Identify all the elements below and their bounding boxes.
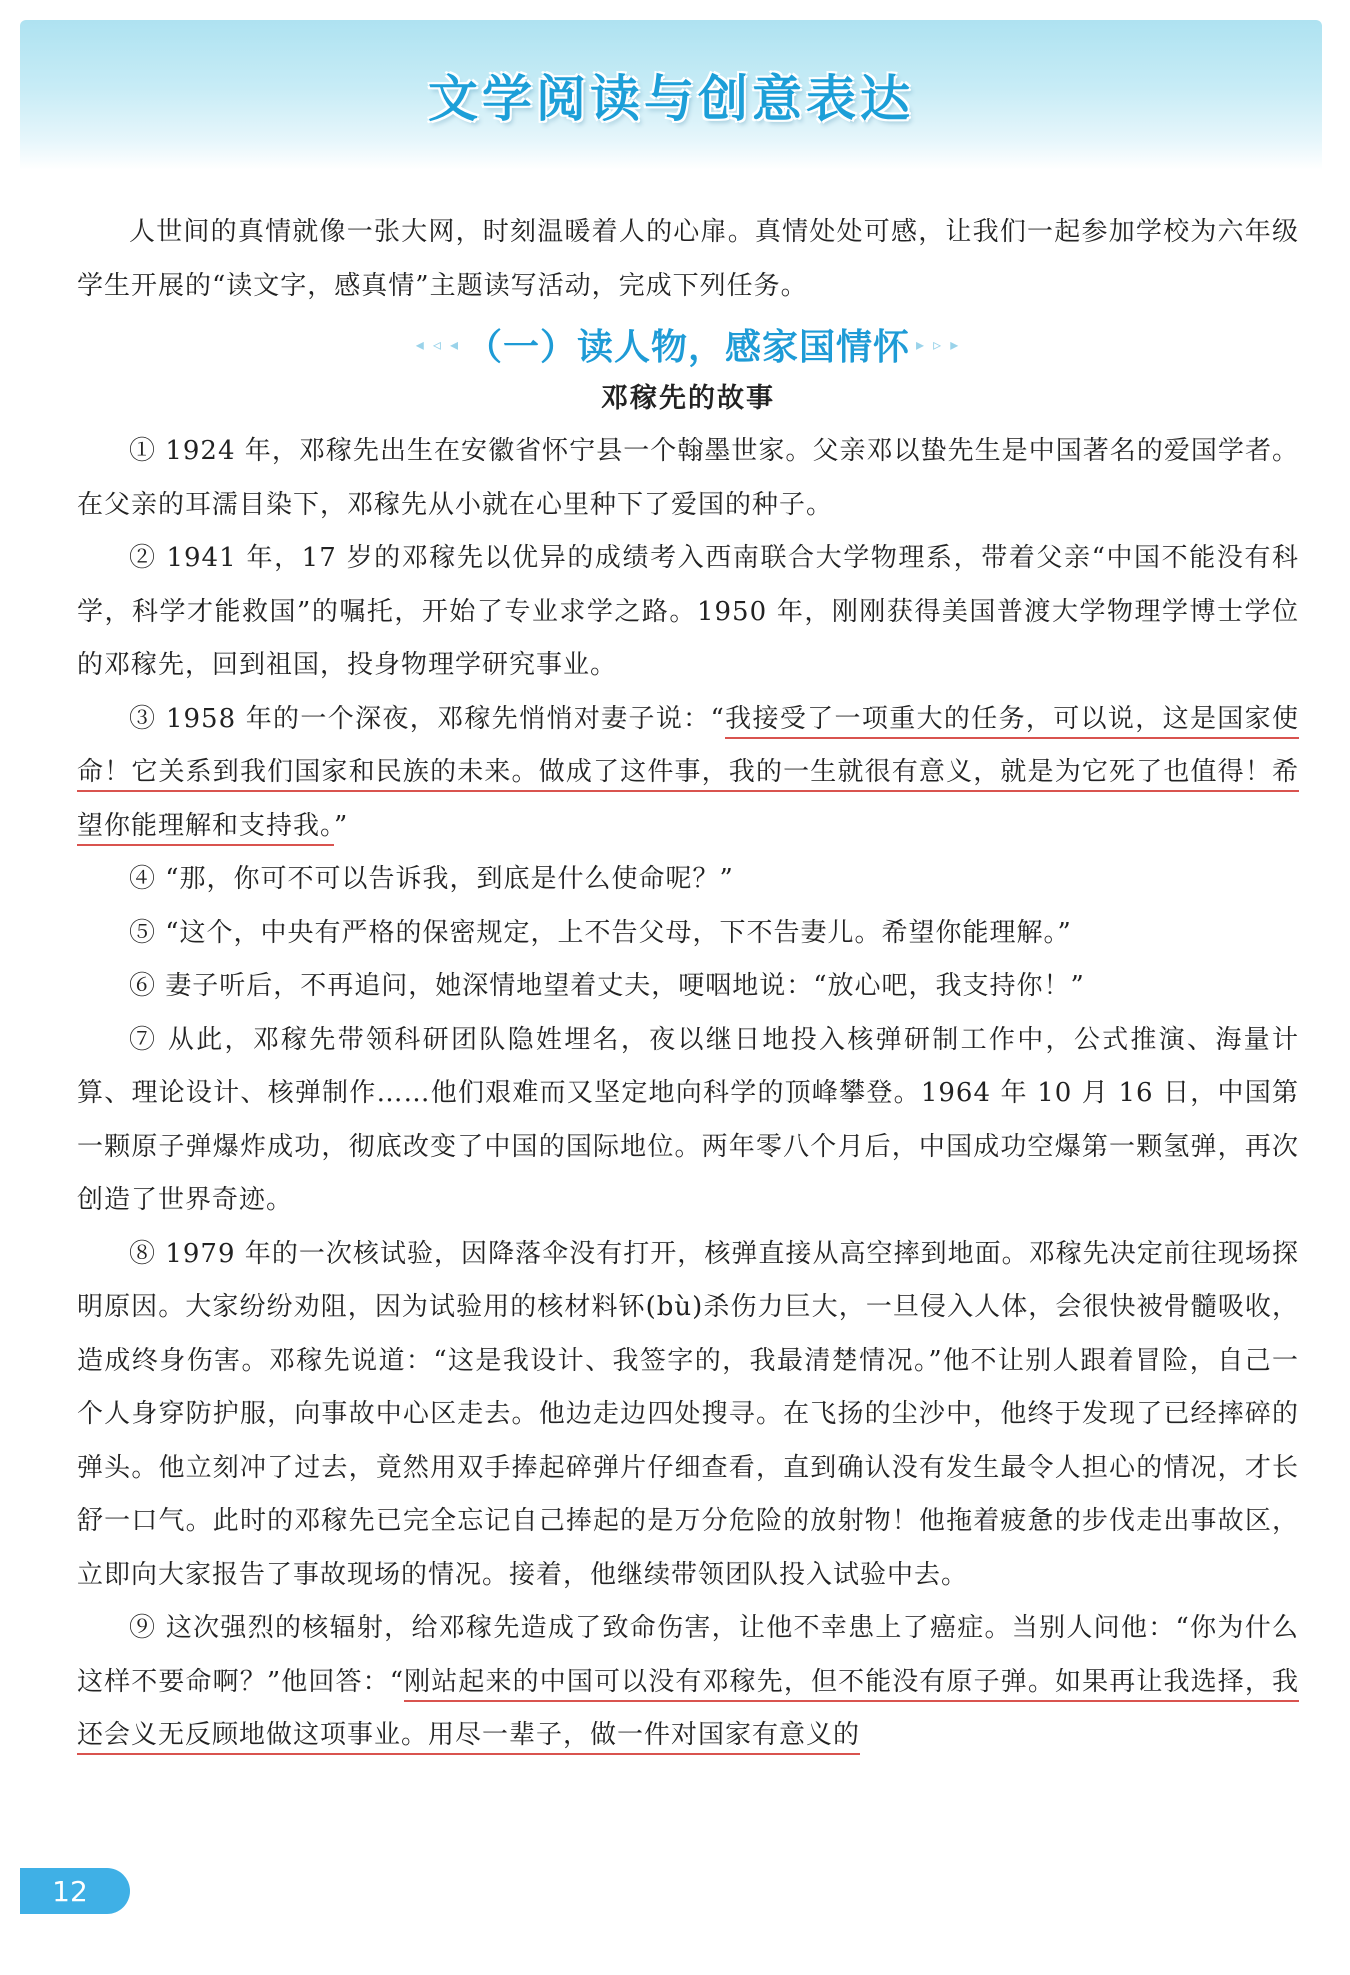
section-label: （一）读人物，感家国情怀 xyxy=(465,326,910,368)
paragraph-4: ④ “那，你可不可以告诉我，到底是什么使命呢？” xyxy=(129,864,734,894)
page-title: 文学阅读与创意表达 xyxy=(428,70,914,128)
article-body xyxy=(77,206,1299,1763)
intro-paragraph: 人世间的真情就像一张大网，时刻温暖着人的心扉。真情处处可感，让我们一起参加学校为六年级学生开展的“读文字，感真情”主题读写活动，完成下列任务。 xyxy=(77,217,1299,301)
paragraph-1: ① 1924 年，邓稼先出生在安徽省怀宁县一个翰墨世家。父亲邓以蛰先生是中国著名的爱国学者。在父亲的耳濡目染下，邓稼先从小就在心里种下了爱国的种子。 xyxy=(77,436,1299,520)
paragraph-5: ⑤ “这个，中央有严格的保密规定，上不告父母，下不告妻儿。希望你能理解。” xyxy=(129,917,1072,948)
underlined-quote-1: 我接受了一项重大的任务，可以说，这是国家使命！它关系到我们国家和民族的未来。做成了这件事，我的一生就很有意义，就是为它死了也值得！希望你能理解和支持我。 xyxy=(77,704,1299,846)
paragraph-3-lead: ③ 1958 年的一个深夜，邓稼先悄悄对妻子说：“ xyxy=(129,703,725,734)
section-heading xyxy=(77,315,1299,373)
story-title: 邓稼先的故事 xyxy=(601,383,775,414)
underlined-quote-2: 刚站起来的中国可以没有邓稼先，但不能没有原子弹。如果再让我选择，我还会义无反顾地做这项事业。用尽一辈子，做一件对国家有意义的 xyxy=(77,1667,1299,1756)
paragraph-6: ⑥ 妻子听后，不再追问，她深情地望着丈夫，哽咽地说：“放心吧，我支持你！” xyxy=(129,971,1085,1001)
header-banner xyxy=(20,20,1322,170)
paragraph-2: ② 1941 年，17 岁的邓稼先以优异的成绩考入西南联合大学物理系，带着父亲“中国不能没有科学，科学才能救国”的嘱托，开始了专业求学之路。1950 年，刚刚获得美国普渡大学物理学博士学位的邓稼先，回到祖国，投身物理学研究事业。 xyxy=(77,543,1299,680)
paragraph-9-lead: ⑨ 这次强烈的核辐射，给邓稼先造成了致命伤害，让他不幸患上了癌症。当别人问他：“你为什么这样不要命啊？”他回答：“ xyxy=(77,1613,1299,1697)
arrow-left-icon: ◂ ◃ ◂ xyxy=(415,334,460,354)
paragraph-3-tail: ” xyxy=(334,810,349,841)
arrow-right-icon: ▸ ▹ ▸ xyxy=(916,334,961,354)
page-number: 12 xyxy=(20,1868,130,1914)
paragraph-3 xyxy=(77,693,1299,854)
paragraph-9 xyxy=(77,1602,1299,1763)
paragraph-8: ⑧ 1979 年的一次核试验，因降落伞没有打开，核弹直接从高空摔到地面。邓稼先决定前往现场探明原因。大家纷纷劝阻，因为试验用的核材料钚(bù)杀伤力巨大，一旦侵入人体，会很快被骨髓吸收，造成终身伤害。邓稼先说道：“这是我设计、我签字的，我最清楚情况。”他不让别人跟着冒险，自己一个人身穿防护服，向事故中心区走去。他边走边四处搜寻。在飞扬的尘沙中，他终于发现了已经摔碎的弹头。他立刻冲了过去，竟然用双手捧起碎弹片仔细查看，直到确认没有发生最令人担心的情况，才长舒一口气。此时的邓稼先已完全忘记自己捧起的是万分危险的放射物！他拖着疲惫的步伐走出事故区，立即向大家报告了事故现场的情况。接着，他继续带领团队投入试验中去。 xyxy=(77,1238,1299,1590)
paragraph-7: ⑦ 从此，邓稼先带领科研团队隐姓埋名，夜以继日地投入核弹研制工作中，公式推演、海量计算、理论设计、核弹制作……他们艰难而又坚定地向科学的顶峰攀登。1964 年 10 月 16 日，中国第一颗原子弹爆炸成功，彻底改变了中国的国际地位。两年零八个月后，中国成功空爆第一颗氢弹，再次创造了世界奇迹。 xyxy=(77,1024,1299,1215)
